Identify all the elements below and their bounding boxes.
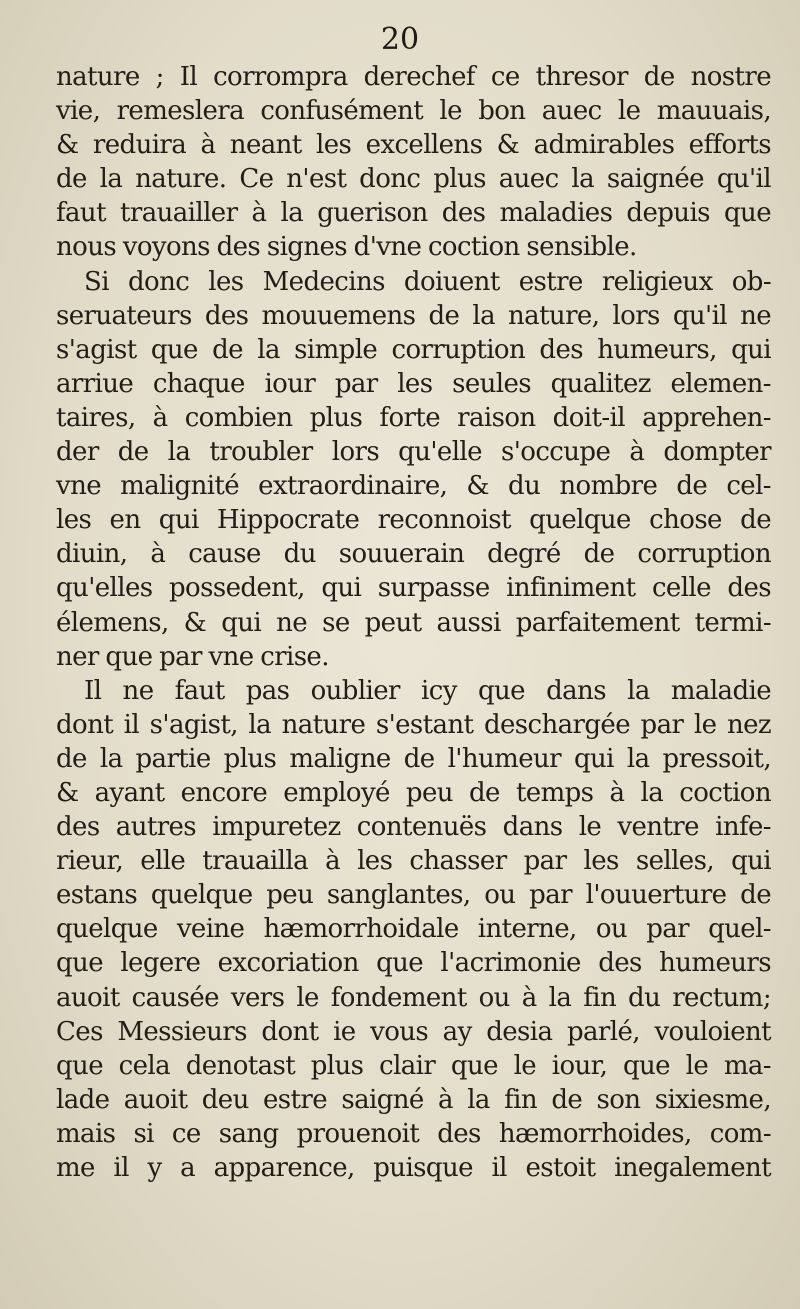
text-line: de la partie plus maligne de l'humeur qui la pressoit, xyxy=(56,743,771,774)
text-line: Si donc les Medecins doiuent estre religieux ob- xyxy=(84,266,771,297)
text-line: lade auoit deu estre saigné à la fin de son sixiesme, xyxy=(56,1084,771,1115)
text-line: vie, remeslera confusément le bon auec le mauuais, xyxy=(56,96,771,127)
text-line: der de la troubler lors qu'elle s'occupe à dompter xyxy=(56,437,771,468)
text-line: seruateurs des mouuemens de la nature, lors qu'il ne xyxy=(56,300,771,331)
text-line: des autres impuretez contenuës dans le ventre infe- xyxy=(56,812,771,843)
text-line: élemens, & qui ne se peut aussi parfaitement termi- xyxy=(56,607,771,638)
text-line: qu'elles possedent, qui surpasse infiniment celle des xyxy=(56,573,771,604)
text-line: que cela denotast plus clair que le iour, que le ma- xyxy=(56,1050,771,1081)
text-line: estans quelque peu sanglantes, ou par l'ouuerture de xyxy=(56,880,771,911)
text-line: Ces Messieurs dont ie vous ay desia parlé, vouloient xyxy=(56,1016,771,1047)
text-line: diuin, à cause du souuerain degré de corruption xyxy=(56,539,771,570)
text-line: nature ; Il corrompra derechef ce thresor de nostre xyxy=(56,62,771,92)
text-line: de la nature. Ce n'est donc plus auec la saignée qu'il xyxy=(56,164,771,195)
text-line: s'agist que de la simple corruption des humeurs, qui xyxy=(56,334,771,365)
text-line: quelque veine hæmorrhoidale interne, ou par quel- xyxy=(56,914,771,945)
text-line: & reduira à neant les excellens & admirables efforts xyxy=(56,130,771,161)
text-line: rieur, elle trauailla à les chasser par les selles, qui xyxy=(56,846,771,877)
text-line: mais si ce sang prouenoit des hæmorrhoides, com- xyxy=(56,1118,771,1149)
text-line: arriue chaque iour par les seules qualitez elemen- xyxy=(56,368,771,399)
text-line: faut trauailler à la guerison des maladies depuis que xyxy=(56,198,771,229)
text-line: ner que par vne crise. xyxy=(56,641,329,672)
text-line: & ayant encore employé peu de temps à la coction xyxy=(56,777,771,808)
text-line: dont il s'agist, la nature s'estant deschargée par le nez xyxy=(56,709,771,740)
page-number: 20 xyxy=(380,22,420,57)
text-line: auoit causée vers le fondement ou à la fin du rectum; xyxy=(56,982,771,1013)
text-line: Il ne faut pas oublier icy que dans la maladie xyxy=(84,675,771,706)
text-line: me il y a apparence, puisque il estoit inegalement xyxy=(56,1153,771,1183)
text-line: taires, à combien plus forte raison doit-il apprehen- xyxy=(56,402,771,433)
body-text xyxy=(56,60,771,1185)
text-line: nous voyons des signes d'vne coction sensible. xyxy=(56,232,637,263)
text-line: les en qui Hippocrate reconnoist quelque chose de xyxy=(56,505,771,536)
text-line: que legere excoriation que l'acrimonie des humeurs xyxy=(56,948,771,979)
text-line: vne malignité extraordinaire, & du nombre de cel- xyxy=(56,471,771,502)
